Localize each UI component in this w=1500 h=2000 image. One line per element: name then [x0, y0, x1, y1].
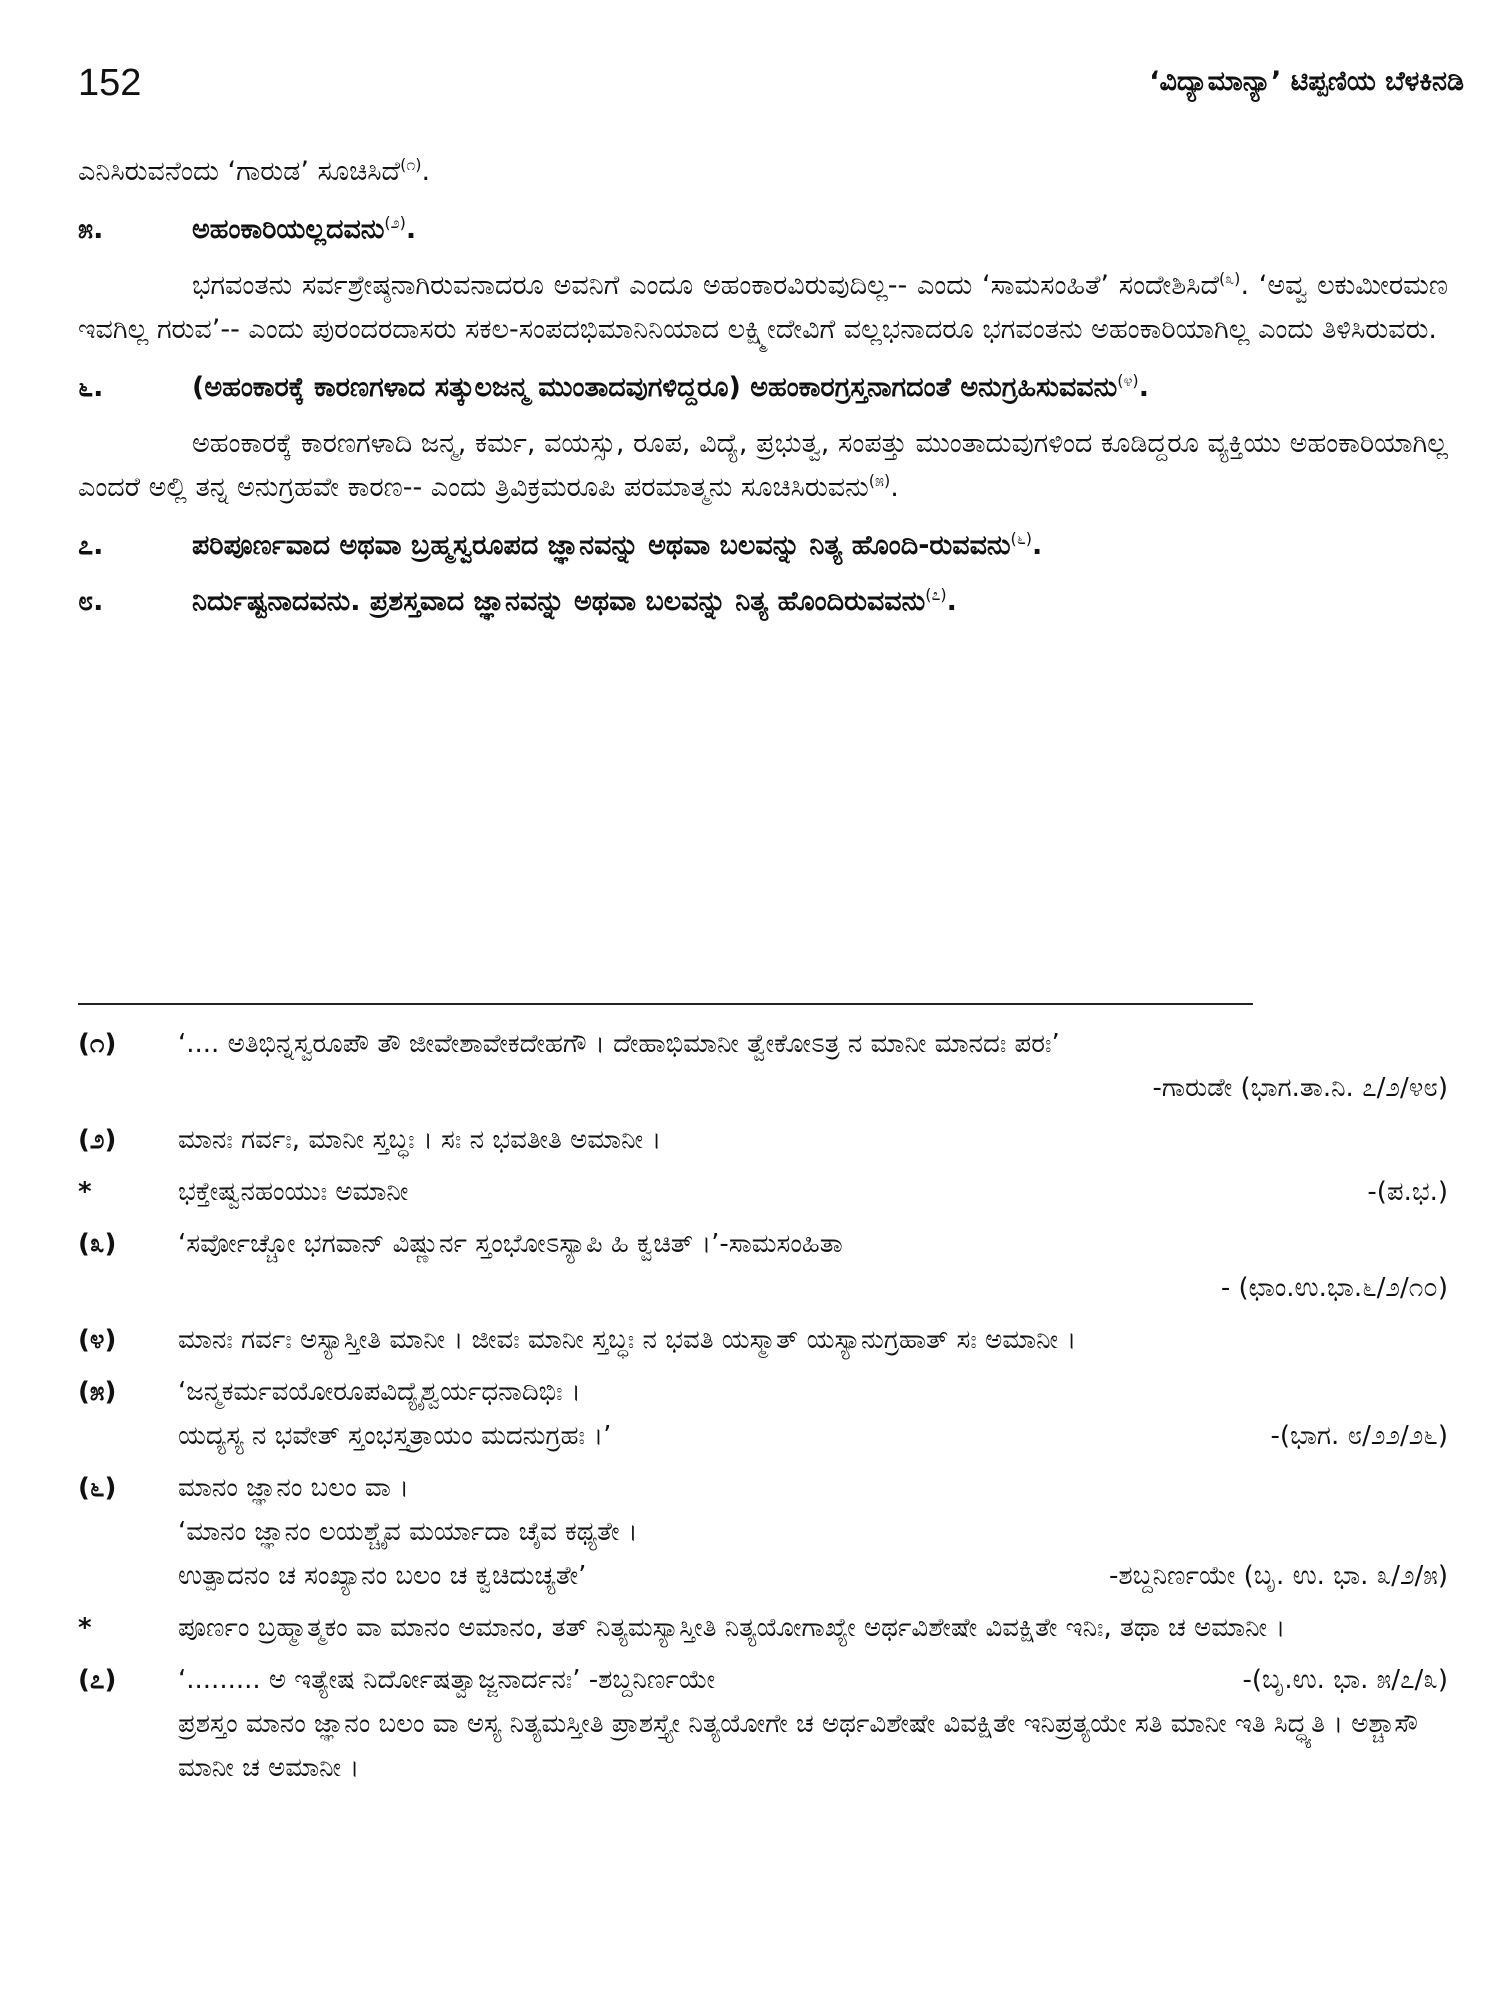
point-6-body: ಅಹಂಕಾರಕ್ಕೆ ಕಾರಣಗಳಾದಿ ಜನ್ಮ, ಕರ್ಮ, ವಯಸ್ಸು, ರೂಪ, ವಿದ್ಯೆ, ಪ್ರಭುತ್ವ, ಸಂಪತ್ತು ಮುಂತಾದುವುಗಳಿಂದ ಕೂಡಿದ್ದರೂ ವ್ಯಕ್ತಿಯು ಅಹಂಕಾರಿಯಾಗಿಲ್ಲ ಎಂದರೆ ಅಲ್ಲಿ ತನ್ನ ಅನುಗ್ರಹವೇ ಕಾರಣ-- ಎಂದು ತ್ರಿವಿಕ್ರಮರೂಪಿ ಪರಮಾತ್ಮನು ಸೂಚಿಸಿರುವನು$^{(೫)}$.: [78, 428, 1448, 503]
footnote-label: *: [78, 1177, 92, 1207]
footnote-text: ಭಕ್ತೇಷ್ವನಹಂಯುಃ ಅಮಾನೀ: [178, 1177, 409, 1207]
footnote-text: ಮಾನಂ ಜ್ಞಾನಂ ಬಲಂ ವಾ ।: [178, 1473, 409, 1503]
point-number: ೭.: [78, 530, 104, 561]
footnote-text: ‘ಸರ್ವೋಚ್ಚೋ ಭಗವಾನ್ ವಿಷ್ಣುರ್ನ ಸ್ತಂಭೋಽಸ್ಯಾಪಿ ಹಿ ಕ್ವಚಿತ್ ।’-ಸಾಮಸಂಹಿತಾ: [178, 1229, 843, 1259]
verse-line: ‘ಜನ್ಮಕರ್ಮವಯೋರೂಪವಿದ್ಯೈಶ್ವರ್ಯಧನಾದಿಭಿಃ ।: [178, 1377, 581, 1407]
verse-line: ಉತ್ಪಾದನಂ ಚ ಸಂಖ್ಯಾನಂ ಬಲಂ ಚ ಕ್ವಚಿದುಚ್ಯತೇ’: [178, 1561, 587, 1591]
footnote-source: -ಗಾರುಡೇ (ಭಾಗ.ತಾ.ನಿ. ೭/೨/೪೮): [1152, 1073, 1448, 1103]
footnote-label: (೧): [78, 1029, 117, 1059]
footnote-text: ‘......... ಅ ಇತ್ಯೇಷ ನಿರ್ದೋಷತ್ವಾಜ್ಜನಾರ್ದನಃ’ -ಶಬ್ದನಿರ್ಣಯೇ: [178, 1665, 716, 1695]
footnote-label: (೬): [78, 1473, 117, 1503]
footnote-ref: (೩): [1218, 269, 1241, 288]
footnote-ref: (೬): [1010, 529, 1032, 548]
footnote-2: [78, 1118, 1448, 1162]
footnote-text: ‘.... ಅತಿಭಿನ್ನಸ್ವರೂಪೌ ತೌ ಜೀವೇಶಾವೇಕದೇಹಗೌ । ದೇಹಾಭಿಮಾನೀ ತ್ವೇಕೋಽತ್ರ ನ ಮಾನೀ ಮಾನದಃ ಪರಃ’: [178, 1029, 1060, 1059]
footnote-2-star: [78, 1170, 1448, 1214]
verse-line: ‘ಮಾನಂ ಜ್ಞಾನಂ ಲಯಶ್ಚೈವ ಮರ್ಯಾದಾ ಚೈವ ಕಥ್ಯತೇ ।: [178, 1517, 638, 1547]
footnote-source: -ಶಬ್ದನಿರ್ಣಯೇ (ಬೃ. ಉ. ಭಾ. ೩/೨/೫): [1109, 1561, 1448, 1591]
footnote-ref: (೨): [384, 213, 406, 232]
footnote-label: (೭): [78, 1665, 117, 1695]
point-6: [78, 366, 1448, 410]
point-5: [78, 208, 1448, 252]
footnote-ref: (೫): [868, 471, 891, 490]
footnote-7: [78, 1658, 1448, 1790]
intro-line: ಎನಿಸಿರುವನೆಂದು ‘ಗಾರುಡ’ ಸೂಚಿಸಿದೆ$^{(೧)}$.: [78, 155, 431, 187]
footnotes: [78, 1022, 1448, 1798]
footnote-6: [78, 1466, 1448, 1598]
footnote-source: - (ಛಾಂ.ಉ.ಭಾ.೬/೨/೧೦): [1220, 1273, 1448, 1303]
footnote-label: (೫): [78, 1377, 117, 1407]
point-8: [78, 580, 1448, 624]
footnote-label: (೨): [78, 1125, 117, 1155]
point-heading: ಅಹಂಕಾರಿಯಲ್ಲದವನು$^{(೨)}$.: [192, 213, 417, 245]
footnote-6-star: [78, 1606, 1448, 1650]
footnote-ref: (೭): [925, 585, 947, 604]
point-number: ೫.: [78, 214, 104, 245]
footnote-ref: (೧): [400, 155, 422, 174]
running-title: ‘ವಿದ್ಯಾಮಾನ್ಯಾ’ ಟಿಪ್ಪಣಿಯ ಬೆಳಕಿನಡಿ: [1149, 66, 1464, 97]
intro-text: ಎನಿಸಿರುವನೆಂದು ‘ಗಾರುಡ’ ಸೂಚಿಸಿದೆ: [78, 156, 401, 187]
footnote-3: [78, 1222, 1448, 1310]
footnote-source: -(ಭಾಗ. ೮/೨೨/೨೬): [1270, 1421, 1448, 1451]
footnote-label: (೪): [78, 1325, 117, 1355]
footnote-text: ಮಾನಃ ಗರ್ವಃ, ಮಾನೀ ಸ್ತಬ್ಧಃ । ಸಃ ನ ಭವತೀತಿ ಅಮಾನೀ ।: [178, 1125, 662, 1155]
footnote-source: -(ಬೃ.ಉ. ಭಾ. ೫/೭/೩): [1242, 1665, 1448, 1695]
footnote-text: ಪ್ರಶಸ್ತಂ ಮಾನಂ ಜ್ಞಾನಂ ಬಲಂ ವಾ ಅಸ್ಯ ನಿತ್ಯಮಸ್ತೀತಿ ಪ್ರಾಶಸ್ತ್ಯೇ ನಿತ್ಯಯೋಗೇ ಚ ಅರ್ಥವಿಶೇಷೇ ವಿವಕ್ಷಿತೇ ಇನಿಪ್ರತ್ಯಯೇ ಸತಿ ಮಾನೀ ಇತಿ ಸಿದ್ಧ್ಯತಿ । ಅಶ್ಚಾಸೌ ಮಾನೀ ಚ ಅಮಾನೀ ।: [178, 1709, 1418, 1783]
point-number: ೬.: [78, 372, 104, 403]
footnote-text: ಪೂರ್ಣಂ ಬ್ರಹ್ಮಾತ್ಮಕಂ ವಾ ಮಾನಂ ಅಮಾನಂ, ತತ್ ನಿತ್ಯಮಸ್ಯಾಸ್ತೀತಿ ನಿತ್ಯಯೋಗಾಖ್ಯೇ ಅರ್ಥವಿಶೇಷೇ ವಿವಕ್ಷಿತೇ ಇನಿಃ, ತಥಾ ಚ ಅಮಾನೀ ।: [178, 1613, 1286, 1643]
point-5-body: ಭಗವಂತನು ಸರ್ವಶ್ರೇಷ್ಠನಾಗಿರುವನಾದರೂ ಅವನಿಗೆ ಎಂದೂ ಅಹಂಕಾರವಿರುವುದಿಲ್ಲ-- ಎಂದು ‘ಸಾಮಸಂಹಿತೆ’ ಸಂದೇಶಿಸಿದೆ$^{(೩)}$. ‘ಅವ್ವ ಲಕುಮೀರಮಣ ಇವಗಿಲ್ಲ ಗರುವ’-- ಎಂದು ಪುರಂದರದಾಸರು ಸಕಲ-ಸಂಪದಭಿಮಾನಿನಿಯಾದ ಲಕ್ಷ್ಮೀದೇವಿಗೆ ವಲ್ಲಭನಾದರೂ ಭಗವಂತನು ಅಹಂಕಾರಿಯಾಗಿಲ್ಲ ಎಂದು ತಿಳಿಸಿರುವರು.: [78, 269, 1448, 345]
point-heading: ಪರಿಪೂರ್ಣವಾದ ಅಥವಾ ಬ್ರಹ್ಮಸ್ವರೂಪದ ಜ್ಞಾನವನ್ನು ಅಥವಾ ಬಲವನ್ನು ನಿತ್ಯ ಹೊಂದಿ-ರುವವನು$^{(೬)}$.: [192, 529, 1043, 561]
footnote-label: (೩): [78, 1229, 117, 1259]
point-heading: (ಅಹಂಕಾರಕ್ಕೆ ಕಾರಣಗಳಾದ ಸತ್ಕುಲಜನ್ಮ ಮುಂತಾದವುಗಳಿದ್ದರೂ) ಅಹಂಕಾರಗ್ರಸ್ತನಾಗದಂತೆ ಅನುಗ್ರಹಿಸುವವನು$^{(೪)}$.: [192, 371, 1149, 403]
main-text: [78, 150, 1448, 636]
page-number: 152: [78, 62, 142, 104]
footnote-separator: [78, 1003, 1253, 1005]
footnote-5: [78, 1370, 1448, 1458]
point-number: ೮.: [78, 586, 104, 617]
footnote-text: ಮಾನಃ ಗರ್ವಃ ಅಸ್ಯಾಸ್ತೀತಿ ಮಾನೀ । ಜೀವಃ ಮಾನೀ ಸ್ತಬ್ಧಃ ನ ಭವತಿ ಯಸ್ಮಾತ್ ಯಸ್ಯಾನುಗ್ರಹಾತ್ ಸಃ ಅಮಾನೀ ।: [178, 1325, 1077, 1355]
footnote-1: [78, 1022, 1448, 1110]
verse-line: ಯದ್ಯಸ್ಯ ನ ಭವೇತ್ ಸ್ತಂಭಸ್ತತ್ರಾಯಂ ಮದನುಗ್ರಹಃ ।’: [178, 1421, 612, 1451]
footnote-4: [78, 1318, 1448, 1362]
point-7: [78, 524, 1448, 568]
footnote-source: -(ಪ.ಭ.): [1367, 1177, 1448, 1207]
footnote-label: *: [78, 1613, 92, 1643]
page-header: [78, 62, 1464, 112]
point-heading: ನಿರ್ದುಷ್ಟನಾದವನು. ಪ್ರಶಸ್ತವಾದ ಜ್ಞಾನವನ್ನು ಅಥವಾ ಬಲವನ್ನು ನಿತ್ಯ ಹೊಂದಿರುವವನು$^{(೭)}$.: [192, 585, 957, 617]
footnote-ref: (೪): [1117, 371, 1139, 390]
